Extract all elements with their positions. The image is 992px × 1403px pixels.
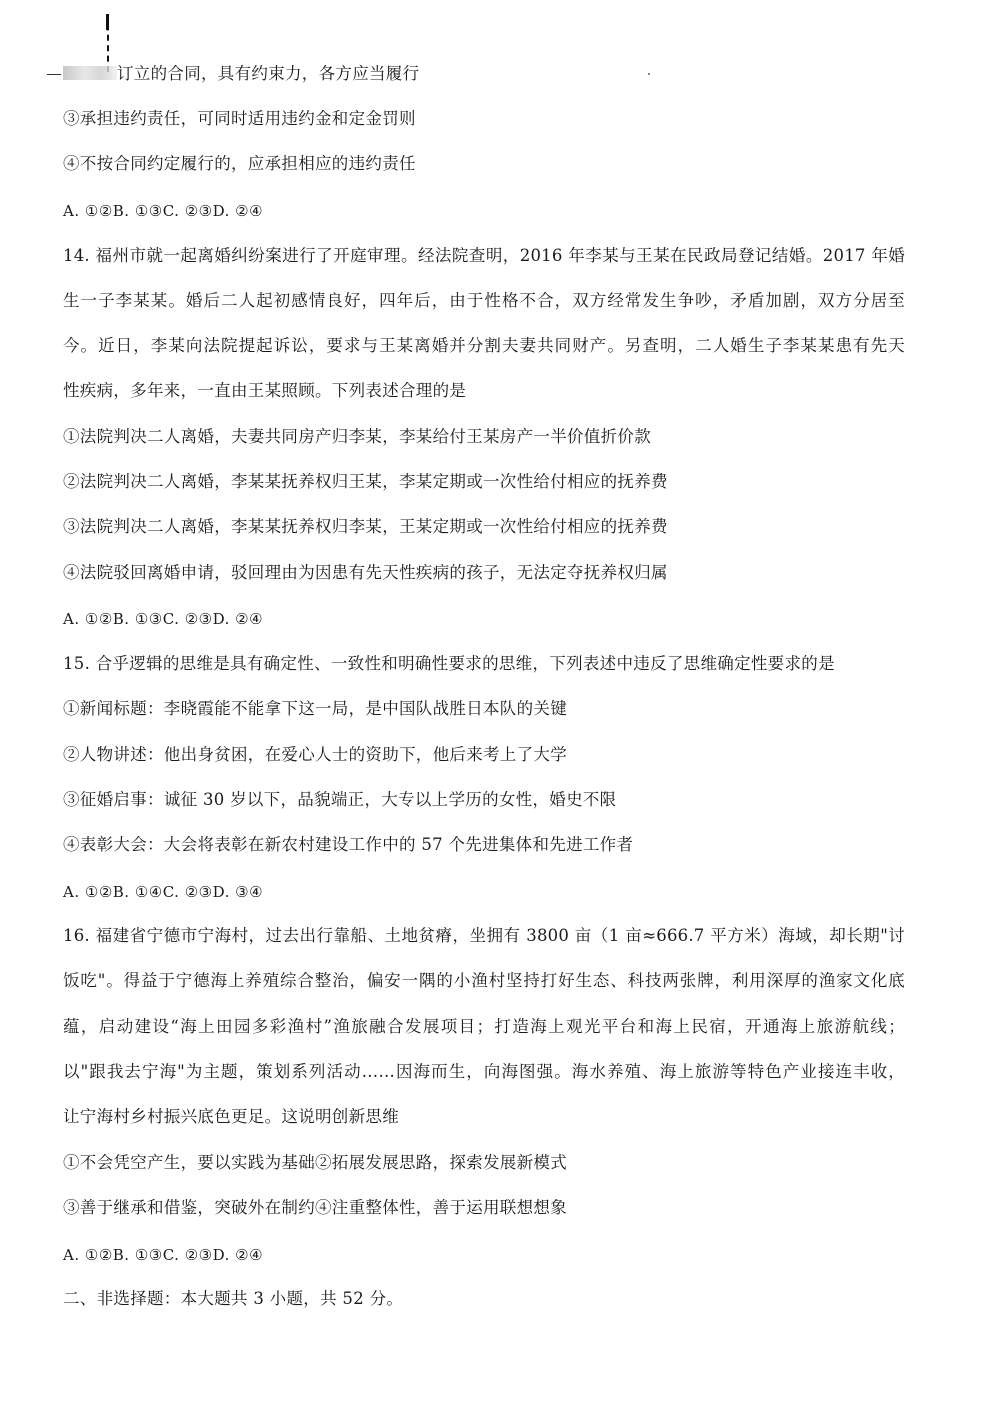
q16-stem-line-1: 16. 福建省宁德市宁海村，过去出行靠船、土地贫瘠，坐拥有 3800 亩（1 亩≈666.7 平方米）海域，却长期"讨	[63, 926, 905, 945]
q14-item3: ③法院判决二人离婚，李某某抚养权归李某，王某定期或一次性给付相应的抚养费	[63, 517, 668, 536]
q14-stem-line-1: 14. 福州市就一起离婚纠纷案进行了开庭审理。经法院查明，2016 年李某与王某在民政局登记结婚。2017 年婚	[63, 246, 905, 265]
q16-stem-line-3: 蕴，启动建设“海上田园多彩渔村”渔旅融合发展项目；打造海上观光平台和海上民宿，开通海上旅游航线；	[63, 1017, 905, 1036]
q15-item1: ①新闻标题：李晓霞能不能拿下这一局，是中国队战胜日本队的关键	[63, 699, 567, 718]
q15-item2: ②人物讲述：他出身贫困，在爱心人士的资助下，他后来考上了大学	[63, 745, 567, 764]
q13-item2-text: 订立的合同，具有约束力，各方应当履行	[117, 64, 420, 83]
q14-item2: ②法院判决二人离婚，李某某抚养权归王某，李某定期或一次性给付相应的抚养费	[63, 472, 668, 491]
q14-stem-line-4: 性疾病，多年来，一直由王某照顾。下列表述合理的是	[63, 381, 467, 400]
q16-stem-line-2: 饭吃"。得益于宁德海上养殖综合整治，偏安一隅的小渔村坚持打好生态、科技两张牌，利用深厚的渔家文化底	[63, 971, 905, 990]
q16-stem-line-5: 让宁海村乡村振兴底色更足。这说明创新思维	[63, 1107, 399, 1126]
q13-item2	[63, 63, 419, 85]
q13-options: A. ①②B. ①③C. ②③D. ②④	[63, 202, 264, 220]
q15-stem: 15. 合乎逻辑的思维是具有确定性、一致性和明确性要求的思维，下列表述中违反了思维确定性要求的是	[63, 654, 835, 673]
obscured-text	[63, 66, 117, 80]
section2-heading: 二、非选择题：本大题共 3 小题，共 52 分。	[63, 1289, 404, 1308]
q16-stem-line-4: 以"跟我去宁海"为主题，策划系列活动……因海而生，向海图强。海水养殖、海上旅游等特色产业接连丰收，	[63, 1062, 905, 1081]
q16-items-3-4: ③善于继承和借鉴，突破外在制约④注重整体性，善于运用联想想象	[63, 1198, 567, 1217]
q14-item4: ④法院驳回离婚申请，驳回理由为因患有先天性疾病的孩子，无法定夺抚养权归属	[63, 563, 668, 582]
margin-mark	[47, 74, 61, 75]
q13-item3: ③承担违约责任，可同时适用违约金和定金罚则	[63, 109, 416, 128]
q16-items-1-2: ①不会凭空产生，要以实践为基础②拓展发展思路，探索发展新模式	[63, 1153, 567, 1172]
q15-item4: ④表彰大会：大会将表彰在新农村建设工作中的 57 个先进集体和先进工作者	[63, 835, 634, 854]
q15-item3: ③征婚启事：诚征 30 岁以下，品貌端正，大专以上学历的女性，婚史不限	[63, 790, 617, 809]
q16-options: A. ①②B. ①③C. ②③D. ②④	[63, 1246, 264, 1264]
scan-speck	[648, 73, 650, 75]
q14-item1: ①法院判决二人离婚，夫妻共同房产归李某，李某给付王某房产一半价值折价款	[63, 427, 651, 446]
q13-item4: ④不按合同约定履行的，应承担相应的违约责任	[63, 154, 416, 173]
q14-stem-line-2: 生一子李某某。婚后二人起初感情良好，四年后，由于性格不合，双方经常发生争吵，矛盾加剧，双方分居至	[63, 291, 905, 310]
q15-options: A. ①②B. ①④C. ②③D. ③④	[63, 883, 264, 901]
q14-options: A. ①②B. ①③C. ②③D. ②④	[63, 610, 264, 628]
q14-stem-line-3: 今。近日，李某向法院提起诉讼，要求与王某离婚并分割夫妻共同财产。另查明，二人婚生子李某某患有先天	[63, 336, 905, 355]
